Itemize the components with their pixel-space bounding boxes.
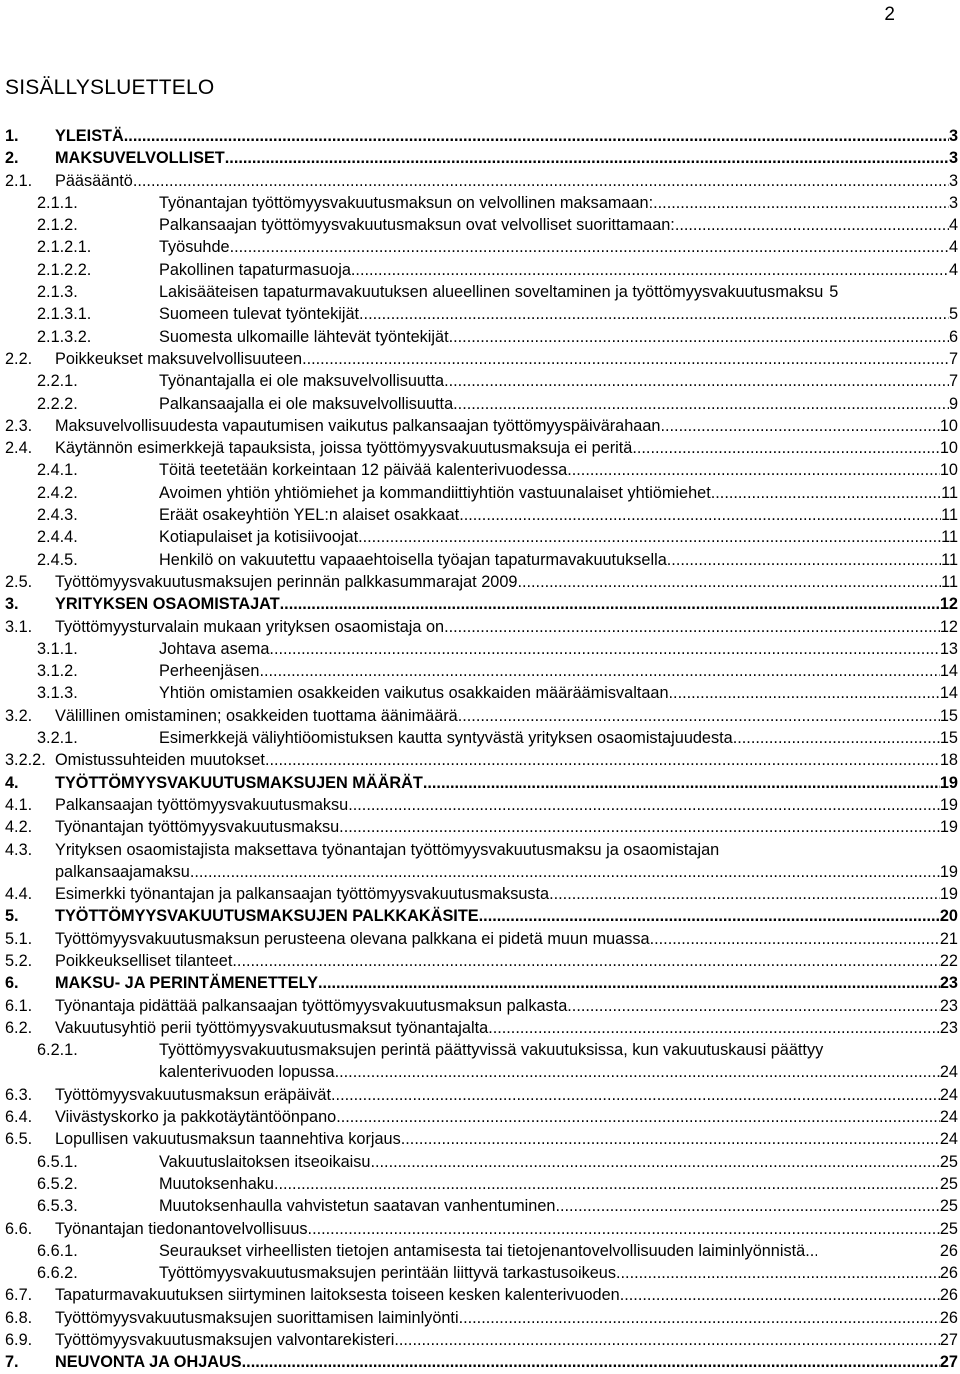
toc-entry-title: Työttömyysvakuutusmaksujen suorittamisen laiminlyönti <box>55 1308 459 1327</box>
toc-entry-title: Työsuhde <box>159 238 230 257</box>
toc-entry-number: 2.2.1. <box>37 372 78 391</box>
toc-entry-page: 24 <box>939 1108 958 1127</box>
toc-entry-number: 4.4. <box>5 885 33 904</box>
toc-entry[interactable] <box>5 749 960 771</box>
toc-entry-number: 2.4.4. <box>37 528 78 547</box>
toc-leader-dots <box>269 638 939 660</box>
toc-entry-page: 24 <box>939 1063 958 1082</box>
toc-entry-number: 6.1. <box>5 996 33 1015</box>
toc-entry-page: 5 <box>829 283 839 302</box>
toc-entry-page: 27 <box>939 1353 958 1372</box>
toc-leader-dots <box>335 1061 940 1083</box>
toc-leader-dots <box>632 437 940 459</box>
toc-leader-dots <box>308 1218 940 1240</box>
toc-leader-dots <box>351 259 949 281</box>
toc-entry-page: 18 <box>939 751 958 770</box>
toc-leader-dots <box>190 861 940 883</box>
toc-entry-title: Eräät osakeyhtiön YEL:n alaiset osakkaat <box>159 506 460 525</box>
toc-leader-dots <box>331 1084 940 1106</box>
toc-entry-title: Avoimen yhtiön yhtiömiehet ja kommandiittiyhtiön vastuunalaiset yhtiömiehet <box>159 483 711 502</box>
toc-entry-page: 26 <box>939 1264 958 1283</box>
toc-entry[interactable] <box>5 794 960 816</box>
toc-entry-page: 11 <box>941 550 958 569</box>
toc-entry-title: Poikkeukset maksuvelvollisuuteen <box>55 349 303 368</box>
toc-entry[interactable] <box>5 437 960 459</box>
toc-entry[interactable] <box>5 1017 960 1039</box>
toc-entry-title: Työttömyysvakuutusmaksun perusteena olevana palkkana ei pidetä muun muassa <box>55 929 650 948</box>
toc-entry-number: 6.5.1. <box>37 1152 78 1171</box>
toc-entry-number: 2.1.2.1. <box>37 238 92 257</box>
toc-entry[interactable] <box>5 348 960 370</box>
toc-entry-title: palkansaajamaksu <box>55 862 190 881</box>
toc-entry-page: 3 <box>948 193 958 212</box>
toc-leader-dots <box>242 1351 940 1373</box>
toc-entry[interactable] <box>5 147 960 169</box>
toc-entry-number: 3.1.2. <box>37 662 78 681</box>
toc-entry[interactable] <box>5 638 960 660</box>
toc-entry-number: 4.1. <box>5 795 33 814</box>
toc-entry-number: 6.5.2. <box>37 1174 78 1193</box>
toc-entry-page: 10 <box>939 416 958 435</box>
toc-entry-number: 6.2.1. <box>37 1041 78 1060</box>
toc-entry-number: 2.1.3.1. <box>37 305 92 324</box>
toc-entry-page: 15 <box>939 729 958 748</box>
toc-leader-dots <box>444 616 940 638</box>
toc-entry-page: 10 <box>939 439 958 458</box>
toc-entry-title: Lakisääteisen tapaturmavakuutuksen alueellinen soveltaminen ja työttömyysvakuutusmaksu <box>159 283 824 302</box>
toc-entry-page: 25 <box>939 1197 958 1216</box>
toc-entry-title: Yhtiön omistamien osakkeiden vaikutus osakkaiden määräämisvaltaan <box>159 684 669 703</box>
toc-entry-title: Työttömyysvakuutusmaksujen perintä päättyvissä vakuutuksissa, kun vakuutuskausi päättyy <box>159 1041 824 1060</box>
toc-leader-dots <box>488 1017 940 1039</box>
toc-entry-number: 6.6.1. <box>37 1241 78 1260</box>
toc-entry[interactable] <box>5 125 960 147</box>
toc-entry-page: 14 <box>939 662 958 681</box>
toc-entry-title: Työttömyysvakuutusmaksun eräpäivät <box>55 1085 332 1104</box>
toc-entry[interactable] <box>5 727 960 749</box>
toc-entry[interactable] <box>5 1151 960 1173</box>
toc-leader-dots <box>274 1173 940 1195</box>
toc-entry-title: Työttömyysturvalain mukaan yrityksen osaomistaja on <box>55 617 445 636</box>
toc-entry-page: 19 <box>939 862 958 881</box>
toc-leader-dots <box>336 1106 940 1128</box>
toc-entry[interactable] <box>5 303 960 325</box>
toc-entry-title: Seuraukset virheellisten tietojen antamisesta tai tietojenantovelvollisuuden laiminlyönnistä <box>159 1241 806 1260</box>
toc-entry-title: Käytännön esimerkkejä tapauksista, joissa työttömyysvakuutusmaksuja ei peritä <box>55 439 633 458</box>
toc-entry-number: 2.1.2.2. <box>37 260 92 279</box>
toc-entry-page: 19 <box>939 795 958 814</box>
toc-entry-title: Työttömyysvakuutusmaksujen perinnän palkkasummarajat 2009 <box>55 572 518 591</box>
toc-entry[interactable] <box>5 192 960 214</box>
toc-entry-title: Esimerkki työnantajan ja palkansaajan työttömyysvakuutusmaksusta <box>55 885 550 904</box>
toc-entry-page: 20 <box>939 907 958 926</box>
toc-entry[interactable] <box>5 1106 960 1128</box>
toc-entry[interactable] <box>5 1329 960 1351</box>
toc-entry-page: 11 <box>941 572 958 591</box>
toc-entry-number: 3.2. <box>5 706 33 725</box>
toc-entry-number: 5.1. <box>5 929 33 948</box>
toc-leader-dots <box>549 883 940 905</box>
toc-entry-page: 7 <box>948 349 958 368</box>
toc-entry-number: 2.4.3. <box>37 506 78 525</box>
toc-entry-page: 27 <box>939 1331 958 1350</box>
toc-leader-dots <box>423 772 940 794</box>
toc-leader-dots <box>339 816 940 838</box>
toc-entry-number: 6.6. <box>5 1219 33 1238</box>
toc-entry-title: YLEISTÄ <box>55 127 124 145</box>
toc-entry-number: 4.2. <box>5 818 33 837</box>
toc-entry-title: Tapaturmavakuutuksen siirtyminen laitoksesta toiseen kesken kalenterivuoden <box>55 1286 620 1305</box>
toc-entry-page: 10 <box>939 461 958 480</box>
toc-entry-title: Perheenjäsen <box>159 662 260 681</box>
toc-leader-dots <box>711 482 941 504</box>
toc-entry-page: 11 <box>941 528 958 547</box>
toc-entry-page: 24 <box>939 1130 958 1149</box>
toc-entry-title: Työttömyysvakuutusmaksujen perintään liittyvä tarkastusoikeus <box>159 1264 616 1283</box>
toc-entry-number: 2.2.2. <box>37 394 78 413</box>
toc-entry-page: 5 <box>948 305 958 324</box>
toc-entry-title: Kotiapulaiset ja kotisiivoojat <box>159 528 359 547</box>
toc-entry[interactable] <box>5 415 960 437</box>
toc-entry-title: Poikkeukselliset tilanteet <box>55 951 233 970</box>
toc-entry-page: 26 <box>939 1308 958 1327</box>
toc-entry-number: 2.4. <box>5 439 33 458</box>
toc-entry-number: 6.2. <box>5 1018 33 1037</box>
toc-entry-page: 14 <box>939 684 958 703</box>
toc-entry-number: 2.1.3.2. <box>37 327 92 346</box>
toc-entry-page: 3 <box>948 171 958 190</box>
toc-leader-dots <box>453 393 949 415</box>
toc-entry-page: 7 <box>948 372 958 391</box>
toc-entry-title: MAKSU- JA PERINTÄMENETTELY <box>55 974 318 993</box>
toc-leader-dots <box>265 749 940 771</box>
toc-entry[interactable] <box>5 549 960 571</box>
toc-entry-title: Maksuvelvollisuudesta vapautumisen vaikutus palkansaajan työttömyyspäivärahaan <box>55 416 661 435</box>
toc-entry-page: 11 <box>941 483 958 502</box>
toc-leader-dots <box>567 995 940 1017</box>
toc-entry-title: Yrityksen osaomistajista maksettava työnantajan työttömyysvakuutusmaksu ja osaomistajan <box>55 840 720 859</box>
toc-entry-number: 6.5. <box>5 1130 33 1149</box>
toc-entry[interactable] <box>5 1195 960 1217</box>
toc-leader-dots <box>280 593 940 615</box>
toc-leader-dots <box>232 950 939 972</box>
toc-entry-page: 12 <box>939 595 958 614</box>
toc-entry-title: Suomeen tulevat työntekijät <box>159 305 360 324</box>
toc-entry-page: 19 <box>939 773 958 792</box>
toc-entry-title: TYÖTTÖMYYSVAKUUTUSMAKSUJEN MÄÄRÄT <box>55 773 423 792</box>
toc-entry[interactable] <box>5 1284 960 1306</box>
toc-entry-page: 12 <box>939 617 958 636</box>
toc-leader-dots <box>653 192 949 214</box>
toc-leader-dots <box>733 727 940 749</box>
toc-entry-title: Välillinen omistaminen; osakkeiden tuottama äänimäärä <box>55 706 458 725</box>
toc-entry[interactable] <box>5 1218 960 1240</box>
toc-entry[interactable] <box>5 883 960 905</box>
toc-entry-title: Työttömyysvakuutusmaksujen valvontarekisteri <box>55 1331 395 1350</box>
toc-entry-number: 6.9. <box>5 1331 33 1350</box>
toc-entry-number: 1. <box>5 127 19 145</box>
toc-entry-title: Töitä teetetään korkeintaan 12 päivää kalenterivuodessa <box>159 461 568 480</box>
toc-leader-dots <box>401 1128 940 1150</box>
toc-entry-title: Työnantajan tiedonantovelvollisuus <box>55 1219 308 1238</box>
toc-entry-number: 5. <box>5 907 19 926</box>
toc-entry[interactable] <box>5 660 960 682</box>
toc-leader-dots <box>620 1284 940 1306</box>
toc-leader-dots <box>555 1195 939 1217</box>
toc-entry-page: 19 <box>939 885 958 904</box>
toc-entry-title: kalenterivuoden lopussa <box>159 1063 335 1082</box>
toc-entry[interactable] <box>5 326 960 348</box>
toc-entry-title: Työnantaja pidättää palkansaajan työttömyysvakuutusmaksun palkasta <box>55 996 568 1015</box>
toc-leader-dots <box>225 147 949 169</box>
toc-entry-page: 3 <box>948 149 958 168</box>
toc-entry-page: 23 <box>939 1018 958 1037</box>
toc-entry-number: 2.1. <box>5 171 33 190</box>
toc-entry-title: Johtava asema <box>159 639 270 658</box>
toc-entry[interactable] <box>5 459 960 481</box>
toc-entry[interactable] <box>5 370 960 392</box>
toc-entry-page: 13 <box>939 639 958 658</box>
toc-leader-dots <box>370 1151 939 1173</box>
toc-entry-number: 2.4.5. <box>37 550 78 569</box>
toc-leader-dots <box>667 549 941 571</box>
toc-entry[interactable] <box>5 1351 960 1373</box>
toc-entry-number: 3. <box>5 595 19 614</box>
toc-entry-title: Työnantajan työttömyysvakuutusmaksu <box>55 818 340 837</box>
toc-leader-dots <box>444 370 949 392</box>
toc-leader-dots <box>124 125 949 147</box>
toc-leader-dots <box>458 705 940 727</box>
toc-entry-title: Palkansaajalla ei ole maksuvelvollisuutta <box>159 394 454 413</box>
toc-entry[interactable] <box>5 905 960 927</box>
toc-leader-dots <box>675 214 949 236</box>
toc-leader-dots <box>805 1240 817 1262</box>
toc-entry[interactable] <box>5 259 960 281</box>
toc-entry[interactable] <box>5 214 960 236</box>
toc-leader-dots <box>358 526 941 548</box>
toc-leader-dots <box>318 972 940 994</box>
toc-leader-dots <box>259 660 939 682</box>
toc-entry-title: Muutoksenhaku <box>159 1174 274 1193</box>
toc-leader-dots <box>449 326 949 348</box>
toc-entry[interactable] <box>5 705 960 727</box>
toc-entry-page: 26 <box>939 1241 958 1260</box>
toc-entry[interactable] <box>5 571 960 593</box>
toc-entry[interactable] <box>5 1173 960 1195</box>
toc-entry-title: YRITYKSEN OSAOMISTAJAT <box>55 595 280 614</box>
toc-entry-page: 24 <box>939 1085 958 1104</box>
toc-entry-page: 26 <box>939 1286 958 1305</box>
toc-leader-dots <box>359 303 949 325</box>
toc-entry-page: 4 <box>948 238 958 257</box>
toc-entry-title: Pääsääntö <box>55 171 133 190</box>
toc-entry[interactable] <box>5 593 960 615</box>
toc-entry[interactable] <box>5 816 960 838</box>
toc-entry-page: 23 <box>939 996 958 1015</box>
toc-entry-number: 3.1.3. <box>37 684 78 703</box>
toc-leader-dots <box>348 794 940 816</box>
toc-entry[interactable] <box>5 772 960 794</box>
toc-leader-dots <box>650 928 940 950</box>
toc-entry-title: Henkilö on vakuutettu vapaaehtoisella työajan tapaturmavakuutuksella <box>159 550 667 569</box>
toc-entry-page: 15 <box>939 706 958 725</box>
toc-entry-number: 2.4.1. <box>37 461 78 480</box>
toc-entry[interactable] <box>5 504 960 526</box>
toc-entry-page: 6 <box>948 327 958 346</box>
toc-entry-title: Vakuutuslaitoksen itseoikaisu <box>159 1152 371 1171</box>
toc-entry[interactable] <box>5 393 960 415</box>
toc-entry-number: 2.3. <box>5 416 33 435</box>
toc-leader-dots <box>302 348 949 370</box>
toc-entry-page: 4 <box>948 260 958 279</box>
toc-entry-number: 5.2. <box>5 951 33 970</box>
toc-entry[interactable] <box>5 170 960 192</box>
toc-entry-page: 21 <box>939 929 958 948</box>
toc-entry-number: 3.2.2. <box>5 751 46 770</box>
toc-leader-dots <box>567 459 940 481</box>
table-of-contents <box>5 125 960 1374</box>
toc-entry[interactable] <box>5 950 960 972</box>
toc-entry-number: 2.4.2. <box>37 483 78 502</box>
toc-entry-page: 19 <box>939 818 958 837</box>
toc-leader-dots <box>133 170 949 192</box>
toc-entry-number: 6.6.2. <box>37 1264 78 1283</box>
toc-entry[interactable] <box>5 1262 960 1284</box>
toc-entry[interactable] <box>5 1307 960 1329</box>
toc-entry-number: 6.8. <box>5 1308 33 1327</box>
toc-entry-title: Lopullisen vakuutusmaksun taannehtiva korjaus <box>55 1130 401 1149</box>
toc-entry-number: 2. <box>5 149 19 168</box>
toc-leader-dots <box>459 504 941 526</box>
toc-entry-title: Omistussuhteiden muutokset <box>55 751 265 770</box>
toc-entry[interactable] <box>5 972 960 994</box>
toc-entry[interactable] <box>5 236 960 258</box>
toc-entry-title: Työnantajalla ei ole maksuvelvollisuutta <box>159 372 445 391</box>
document-title: SISÄLLYSLUETTELO <box>5 76 215 99</box>
toc-entry[interactable] <box>5 1240 960 1262</box>
toc-entry-title: Pakollinen tapaturmasuoja <box>159 260 351 279</box>
toc-leader-dots <box>459 1307 940 1329</box>
toc-entry-page: 25 <box>939 1152 958 1171</box>
toc-entry-title: Työnantajan työttömyysvakuutusmaksun on velvollinen maksamaan: <box>159 193 654 212</box>
toc-entry-title: Viivästyskorko ja pakkotäytäntöönpano <box>55 1108 337 1127</box>
toc-leader-dots <box>669 682 940 704</box>
page-number: 2 <box>884 4 895 25</box>
toc-entry-title: Vakuutusyhtiö perii työttömyysvakuutusmaksut työnantajalta <box>55 1018 489 1037</box>
toc-entry[interactable] <box>5 281 960 303</box>
toc-entry[interactable] <box>5 482 960 504</box>
toc-entry-number: 4.3. <box>5 840 33 859</box>
toc-entry-title: Palkansaajan työttömyysvakuutusmaksu <box>55 795 349 814</box>
toc-entry-number: 6.7. <box>5 1286 33 1305</box>
toc-entry[interactable] <box>5 526 960 548</box>
toc-entry[interactable] <box>5 1128 960 1150</box>
toc-entry-number: 3.2.1. <box>37 729 78 748</box>
toc-entry-page: 11 <box>941 506 958 525</box>
toc-leader-dots <box>517 571 941 593</box>
toc-entry-number: 2.1.3. <box>37 283 78 302</box>
toc-entry-number: 4. <box>5 773 19 792</box>
toc-entry-title: Esimerkkejä väliyhtiöomistuksen kautta syntyvästä yrityksen osaomistajuudesta <box>159 729 733 748</box>
toc-entry-title: Palkansaajan työttömyysvakuutusmaksun ovat velvolliset suorittamaan: <box>159 216 675 235</box>
toc-entry[interactable] <box>5 1039 960 1084</box>
toc-entry[interactable] <box>5 839 960 884</box>
toc-entry-number: 6. <box>5 974 19 993</box>
toc-entry-title: TYÖTTÖMYYSVAKUUTUSMAKSUJEN PALKKAKÄSITE <box>55 907 479 926</box>
toc-entry[interactable] <box>5 1084 960 1106</box>
toc-leader-dots <box>479 905 940 927</box>
toc-entry-page: 9 <box>948 394 958 413</box>
toc-entry-number: 2.1.2. <box>37 216 78 235</box>
toc-entry-title: MAKSUVELVOLLISET <box>55 149 225 168</box>
toc-entry[interactable] <box>5 995 960 1017</box>
toc-entry-number: 6.4. <box>5 1108 33 1127</box>
toc-leader-dots <box>230 236 949 258</box>
toc-entry-page: 23 <box>939 974 958 993</box>
toc-entry[interactable] <box>5 616 960 638</box>
toc-entry-page: 22 <box>939 951 958 970</box>
toc-entry-number: 3.1.1. <box>37 639 78 658</box>
toc-entry[interactable] <box>5 928 960 950</box>
toc-entry[interactable] <box>5 682 960 704</box>
toc-entry-title: Suomesta ulkomaille lähtevät työntekijät <box>159 327 449 346</box>
toc-entry-number: 2.1.1. <box>37 193 78 212</box>
toc-entry-number: 6.5.3. <box>37 1197 78 1216</box>
toc-entry-page: 4 <box>948 216 958 235</box>
toc-leader-dots <box>394 1329 940 1351</box>
toc-entry-title: NEUVONTA JA OHJAUS <box>55 1353 242 1372</box>
toc-entry-number: 2.5. <box>5 572 33 591</box>
toc-leader-dots <box>660 415 939 437</box>
toc-entry-page: 3 <box>948 127 958 145</box>
toc-entry-number: 3.1. <box>5 617 33 636</box>
toc-entry-number: 7. <box>5 1353 19 1372</box>
toc-entry-page: 25 <box>939 1219 958 1238</box>
toc-entry-number: 6.3. <box>5 1085 33 1104</box>
toc-entry-title: Muutoksenhaulla vahvistetun saatavan vanhentuminen <box>159 1197 556 1216</box>
toc-leader-dots <box>616 1262 940 1284</box>
toc-entry-number: 2.2. <box>5 349 33 368</box>
toc-entry-page: 25 <box>939 1174 958 1193</box>
